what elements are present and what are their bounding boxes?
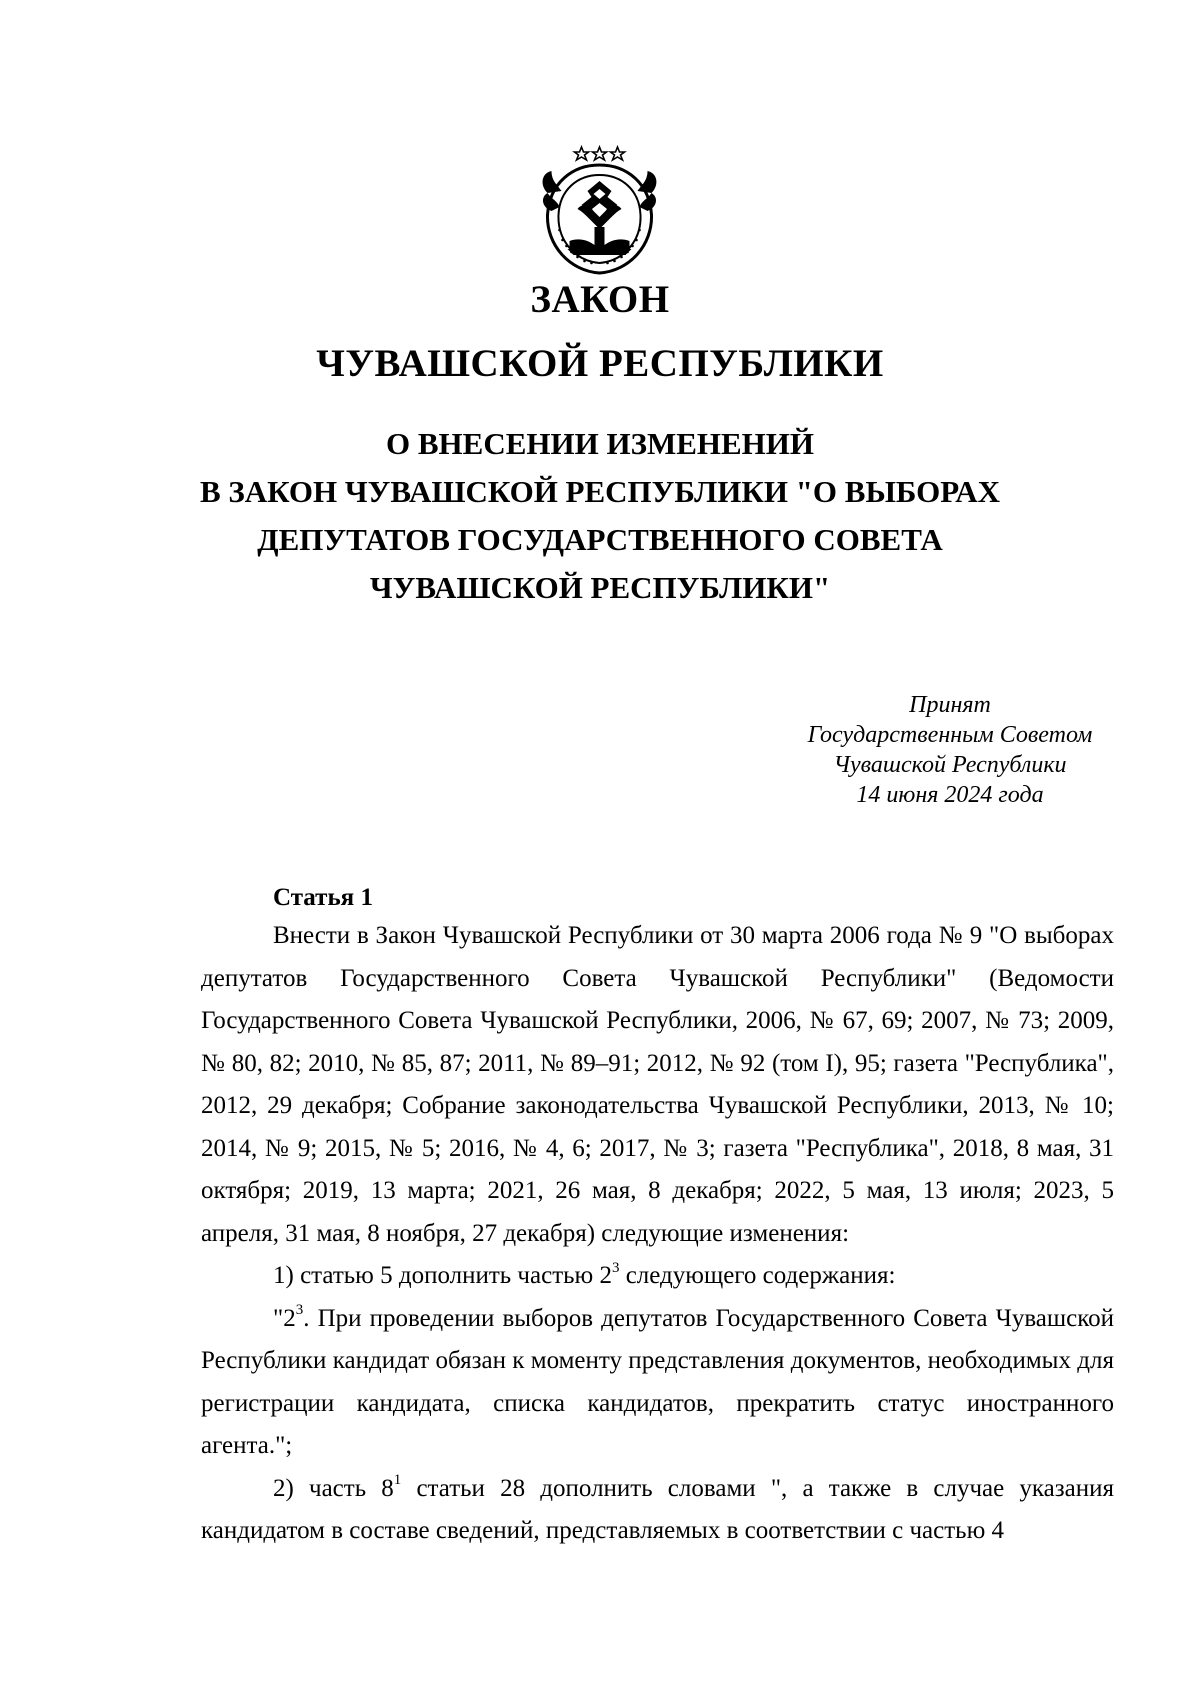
amendment-item-1-text-end: следующего содержания: — [619, 1262, 896, 1289]
amendment-item-2 — [201, 1468, 1114, 1553]
superscript: 3 — [295, 1302, 304, 1319]
superscript: 3 — [611, 1259, 620, 1276]
article-intro-paragraph: Внести в Закон Чувашской Республики от 30 марта 2006 года № 9 "О выборах депутатов Государственного Совета Чувашской Республики" (Ведомости Государственного Совета Чувашской Республики, 2006, № 67, 69; 2007, № 73; 2009, № 80, 82; 2010, № 85, 87; 2011, № 89–91; 2012, № 92 (том I), 95; газета "Республика", 2012, 29 декабря; Собрание законодательства Чувашской Республики, 2013, № 10; 2014, № 9; 2015, № 5; 2016, № 4, 6; 2017, № 3; газета "Республика", 2018, 8 мая, 31 октября; 2019, 13 марта; 2021, 26 мая, 8 декабря; 2022, 5 мая, 13 июля; 2023, 5 апреля, 31 мая, 8 ноября, 27 декабря) следующие изменения: — [201, 922, 1114, 1247]
article-heading: Статья 1 — [273, 884, 373, 911]
superscript: 1 — [393, 1472, 402, 1489]
amendment-item-1 — [201, 1255, 1114, 1298]
law-title-line-2: ЧУВАШСКОЙ РЕСПУБЛИКИ — [316, 342, 884, 385]
law-subject-line-1: О ВНЕСЕНИИ ИЗМЕНЕНИЙ — [385, 426, 815, 461]
adoption-note-line-3: Чувашской Республики — [833, 752, 1067, 778]
coat-of-arms-icon — [538, 145, 663, 275]
quoted-amendment-body: . При проведении выборов депутатов Государственного Совета Чувашской Республики кандидат обязан к моменту представления документов, необходимых для регистрации кандидата, списка кандидатов, прекратить статус иностранного агента."; — [201, 1304, 1114, 1459]
quoted-amendment-text — [201, 1298, 1114, 1468]
article-body — [201, 915, 1114, 1553]
law-title-line-1: ЗАКОН — [530, 278, 670, 321]
adoption-note-line-2: Государственным Советом — [807, 722, 1093, 748]
adoption-note-line-1: Принят — [909, 692, 991, 718]
law-subject-line-3: ДЕПУТАТОВ ГОСУДАРСТВЕННОГО СОВЕТА — [257, 522, 943, 557]
law-subject-line-2: В ЗАКОН ЧУВАШСКОЙ РЕСПУБЛИКИ "О ВЫБОРАХ — [199, 474, 1001, 509]
adoption-note — [780, 690, 1120, 810]
law-subject — [0, 420, 1200, 612]
quoted-amendment-start: "2 — [273, 1304, 296, 1332]
amendment-item-2-text: 2) часть 8 — [273, 1474, 394, 1502]
amendment-item-1-text: 1) статью 5 дополнить частью 2 — [273, 1262, 612, 1289]
adoption-date: 14 июня 2024 года — [856, 782, 1044, 808]
law-subject-line-4: ЧУВАШСКОЙ РЕСПУБЛИКИ" — [369, 570, 831, 605]
amendment-item-2-text-end: статьи 28 дополнить словами ", а также в случае указания кандидатом в составе сведений, представляемых в соответствии с частью 4 — [201, 1474, 1115, 1544]
